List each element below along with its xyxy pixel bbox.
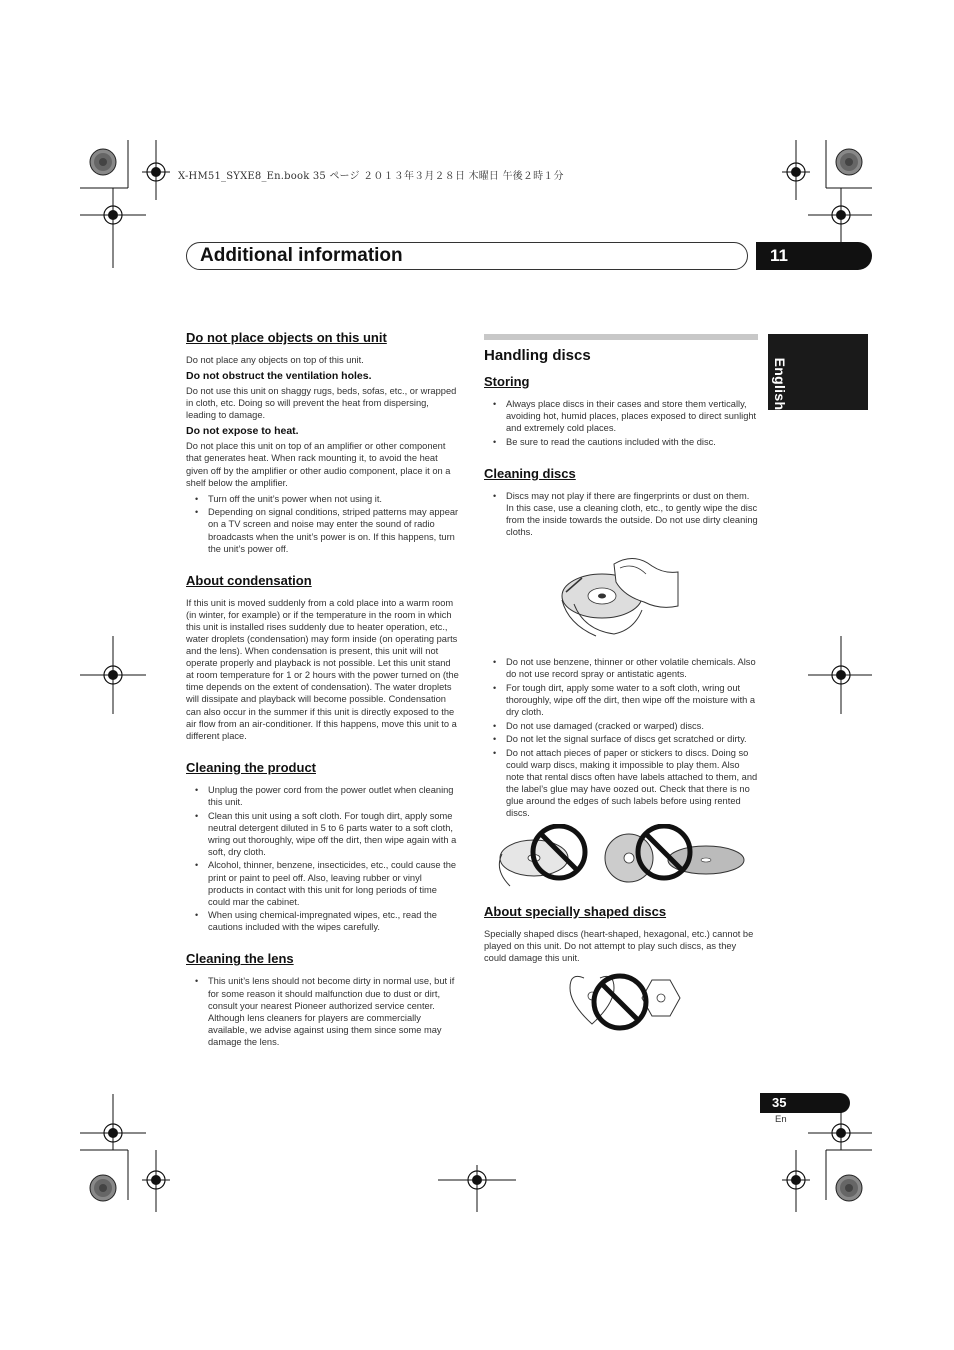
heat-text: Do not place this unit on top of an amplifier or other component that generates heat. When rack mounting it, to avoid the heat given off by the amplifier or other audio component, place it on a shelf below the amplifier. — [186, 441, 451, 488]
heat-heading: Do not expose to heat. — [186, 425, 299, 438]
list-item: • Do not attach pieces of paper or stickers to discs. Doing so could warp discs, making it impossible to play them. Also note that rental discs often have labels attached to them, and the label’s glue may have oozed out. Check that there is no glue around the edges of such labels before using rented discs. — [484, 747, 758, 820]
ventilation-heading: Do not obstruct the ventilation holes. — [186, 370, 372, 383]
section-title-storing: Storing — [484, 374, 530, 390]
left-column — [186, 330, 460, 1052]
product-bullets — [186, 784, 460, 934]
list-item: • Alcohol, thinner, benzene, insecticides, etc., could cause the print or paint to peel off. Also, leaving rubber or vinyl products in contact with this unit for long periods of time could mar the cabinet. — [186, 859, 460, 907]
condensation-text: If this unit is moved suddenly from a cold place into a warm room (in winter, for example) or if the temperature in the room in which this unit is installed rises suddenly due to heater operation, etc., water droplets (condensation) may form inside (on operating parts and the lens). When condensation is present, this unit will not operate properly and playback is not possible. Let this unit stand at room temperature for 1 or 2 hours with the power turned on (the time depends on the extent of condensation). The water droplets will dissipate and playback will become possible. Condensation can also occur in the summer if this unit is directly exposed to the air flow from an air-conditioner. If this happens, move this unit to a different place. — [186, 597, 459, 741]
list-item: • Be sure to read the cautions included with the disc. — [484, 436, 758, 448]
list-item: • Clean this unit using a soft cloth. For tough dirt, apply some neutral detergent diluted in 5 to 6 parts water to a soft cloth, wring out thoroughly, wipe off the dirt, then wipe again with a soft, dry cloth. — [186, 810, 460, 858]
print-info: X-HM51_SYXE8_En.book 35 ページ ２０１３年３月２８日 木曜日 午後２時１分 — [178, 171, 564, 182]
page-number: 35 — [760, 1093, 850, 1113]
section-title-cleaning-discs: Cleaning discs — [484, 465, 576, 481]
section-title-cleaning-product: Cleaning the product — [186, 759, 316, 775]
storing-bullets — [484, 398, 758, 448]
prohibited-disc-handling-illustration — [484, 824, 758, 890]
section-title-condensation: About condensation — [186, 572, 312, 588]
prohibited-shaped-discs-illustration — [484, 972, 758, 1036]
list-item: • Do not use damaged (cracked or warped) discs. — [484, 720, 758, 732]
section-title-handling-discs: Handling discs — [484, 347, 591, 364]
objects-intro: Do not place any objects on top of this unit. — [186, 355, 364, 365]
list-item: • Depending on signal conditions, striped patterns may appear on a TV screen and noise may enter the sound of radio broadcasts when the unit’s power is on. If this happens, turn the unit’s power off. — [186, 506, 460, 554]
list-item: • Do not use benzene, thinner or other volatile chemicals. Also do not use record spray or antistatic agents. — [484, 656, 758, 680]
list-item: • For tough dirt, apply some water to a soft cloth, wring out thoroughly, wipe off the dirt, then wipe off the moisture with a dry cloth. — [484, 682, 758, 718]
cleaning-bullets-b — [484, 656, 758, 819]
list-item: • When using chemical-impregnated wipes, etc., read the cautions included with the wipes carefully. — [186, 909, 460, 933]
list-item: • Discs may not play if there are fingerprints or dust on them. In this case, use a cleaning cloth, etc., to gently wipe the disc from the inside towards the outside. Do not use dirty cleaning cloths. — [484, 490, 758, 538]
cleaning-bullets-a — [484, 490, 758, 538]
language-tab-label: English — [772, 357, 788, 411]
chapter-title: Additional information — [200, 245, 403, 266]
right-column — [484, 334, 758, 1036]
language-tab — [768, 334, 868, 410]
section-title-objects: Do not place objects on this unit — [186, 330, 387, 345]
list-item: • Do not let the signal surface of discs get scratched or dirty. — [484, 733, 758, 745]
section-rule — [484, 334, 758, 340]
section-title-shaped-discs: About specially shaped discs — [484, 903, 667, 919]
list-item: • This unit’s lens should not become dirty in normal use, but if for some reason it should malfunction due to dust or dirt, consult your nearest Pioneer authorized service center. Although lens cleaners for players are commercially available, we advise against using them since some may damage the lens. — [186, 975, 460, 1048]
page-language: En — [775, 1114, 787, 1125]
list-item: • Always place discs in their cases and store them vertically, avoiding hot, humid places, places exposed to direct sunlight and extremely cold places. — [484, 398, 758, 434]
shaped-discs-text: Specially shaped discs (heart-shaped, hexagonal, etc.) cannot be played on this unit. Do not attempt to play such discs, as they could damage this unit. — [484, 928, 754, 963]
disc-wiping-illustration — [484, 544, 758, 644]
list-item: • Unplug the power cord from the power outlet when cleaning this unit. — [186, 784, 460, 808]
chapter-number: 11 — [756, 242, 872, 270]
list-item: • Turn off the unit’s power when not using it. — [186, 493, 460, 505]
section-title-cleaning-lens: Cleaning the lens — [186, 951, 294, 967]
objects-bullets — [186, 493, 460, 555]
ventilation-text: Do not use this unit on shaggy rugs, beds, sofas, etc., or wrapped in cloth, etc. Doing so will prevent the heat from dispersing, leading to damage. — [186, 386, 457, 421]
lens-bullets — [186, 975, 460, 1048]
